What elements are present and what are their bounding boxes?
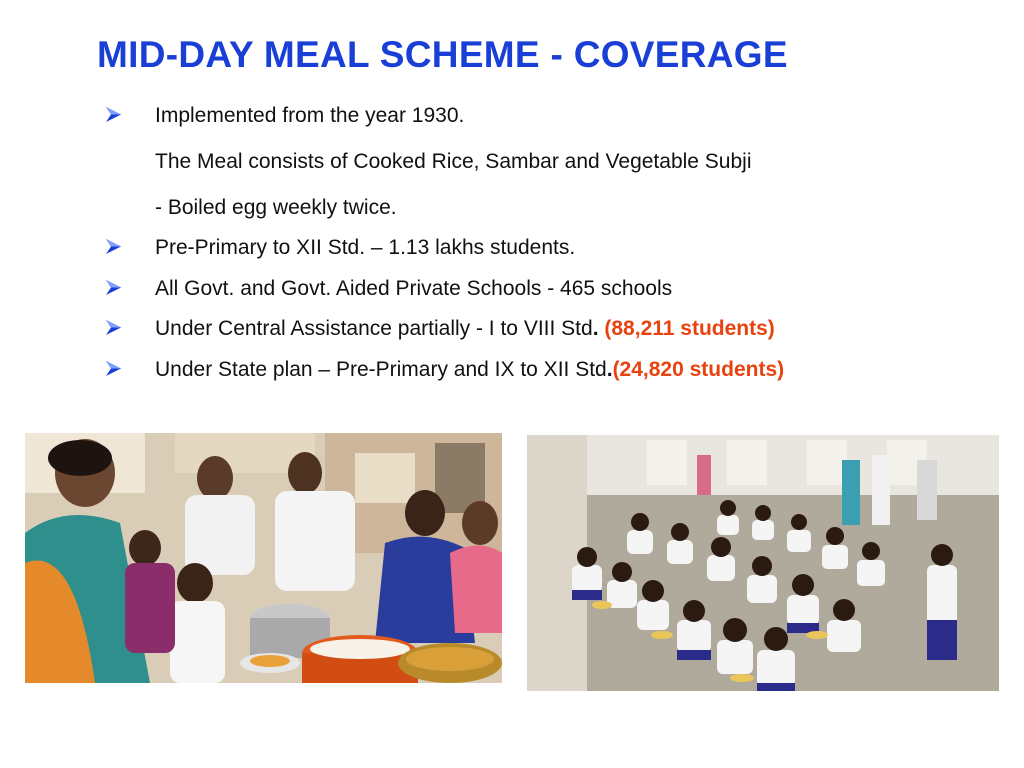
bullet-item-year: [155, 104, 464, 128]
bullet-text: Pre-Primary to XII Std. – 1.13 lakhs students.: [155, 236, 576, 259]
bullet-text: All Govt. and Govt. Aided Private Schools - 465 schools: [155, 277, 673, 300]
bullet-text: Under State plan – Pre-Primary and IX to XII Std: [155, 358, 607, 381]
bullet-item-central: [155, 317, 775, 341]
bullet-text-dot: .: [592, 317, 599, 340]
slide-title: MID-DAY MEAL SCHEME - COVERAGE: [97, 34, 788, 75]
arrow-bullet-icon: [105, 106, 122, 123]
bullet-text: Implemented from the year 1930.: [155, 104, 465, 127]
arrow-bullet-icon: [105, 279, 122, 296]
sub-line-egg: [155, 196, 397, 220]
arrow-bullet-icon: [105, 319, 122, 336]
arrow-bullet-icon: [105, 360, 122, 377]
sub-line-text: - Boiled egg weekly twice.: [155, 196, 397, 219]
bullet-item-students: [155, 236, 575, 260]
central-students-count: (88,211 students): [598, 317, 775, 340]
sub-line-meal: [155, 150, 752, 174]
state-students-count: (24,820 students): [612, 358, 785, 381]
sub-line-text: The Meal consists of Cooked Rice, Sambar and Vegetable Subji: [155, 150, 752, 173]
serving-meal-photo: [25, 433, 502, 683]
arrow-bullet-icon: [105, 238, 122, 255]
bullet-text: Under Central Assistance partially - I to VIII Std: [155, 317, 593, 340]
bullet-item-schools: [155, 277, 672, 301]
bullet-item-state: [155, 358, 784, 382]
children-eating-photo: [527, 435, 999, 691]
bullet-text-dot: .: [606, 358, 613, 381]
